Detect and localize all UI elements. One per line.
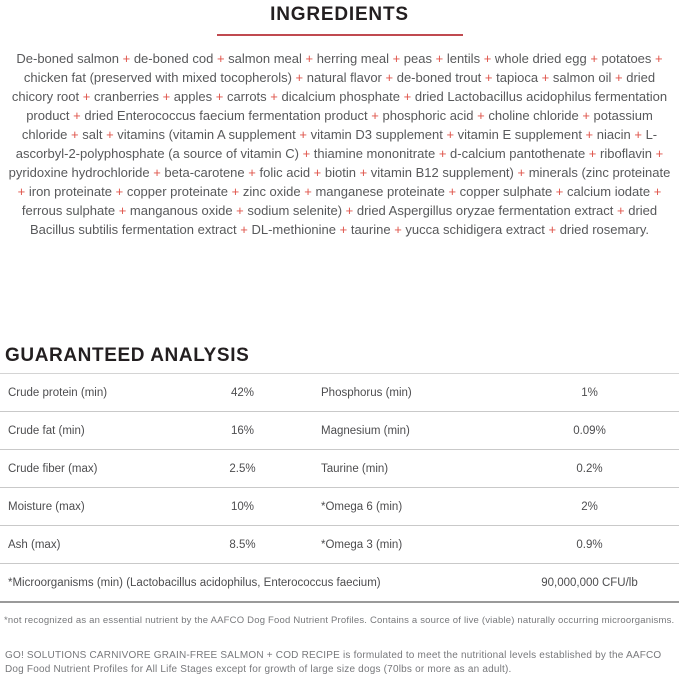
analysis-row <box>0 412 679 450</box>
aafco-statement: GO! SOLUTIONS CARNIVORE GRAIN-FREE SALMON + COD RECIPE is formulated to meet the nutritional levels established by the AAFCO Dog Food Nutrient Profiles for All Life Stages except for growth of large size dogs (70lbs or more as an adult). <box>5 650 662 675</box>
ingredient-item: copper proteinate <box>126 184 228 199</box>
title-underline-rule <box>217 34 463 36</box>
ingredient-item: carrots <box>226 89 267 104</box>
plus-separator: + <box>552 184 568 199</box>
ingredient-item: dried Lactobacillus acidophilus fermentation product <box>26 89 668 123</box>
plus-separator: + <box>102 127 118 142</box>
ingredient-item: iron proteinate <box>28 184 112 199</box>
nutrient-label: Phosphorus (min) <box>321 386 412 399</box>
plus-separator: + <box>301 51 317 66</box>
nutrient-label: *Microorganisms (min) (Lactobacillus acidophilus, Enterococcus faecium) <box>8 576 381 589</box>
plus-separator: + <box>388 51 404 66</box>
nutrient-value: 10% <box>230 500 255 513</box>
plus-separator: + <box>310 165 325 180</box>
nutrient-value: 0.2% <box>576 462 603 475</box>
plus-separator: + <box>228 184 243 199</box>
ingredient-item: taurine <box>350 222 391 237</box>
ingredient-item: choline chloride <box>488 108 579 123</box>
plus-separator: + <box>295 127 311 142</box>
ingredient-item: dried Bacillus subtilis fermentation extract <box>29 203 658 237</box>
nutrient-label: *Omega 6 (min) <box>321 500 403 513</box>
nutrient-value: 8.5% <box>229 538 256 551</box>
ingredient-item: riboflavin <box>600 146 653 161</box>
plus-separator: + <box>298 146 314 161</box>
ingredient-item: vitamins (vitamin A supplement <box>117 127 296 142</box>
analysis-row <box>0 374 679 412</box>
nutrient-value: 1% <box>581 386 598 399</box>
ingredient-item: de-boned trout <box>396 70 482 85</box>
ingredient-item: potassium chloride <box>21 108 653 142</box>
plus-separator: + <box>158 89 174 104</box>
ingredient-item: zinc oxide <box>242 184 301 199</box>
plus-separator: + <box>652 146 664 161</box>
ingredient-item: dried rosemary. <box>559 222 650 237</box>
nutrient-value: 42% <box>230 386 255 399</box>
plus-separator: + <box>69 108 85 123</box>
ingredient-item: L-ascorbyl-2-polyphosphate (a source of vitamin C) <box>15 127 658 161</box>
ingredient-item: de-boned cod <box>133 51 214 66</box>
nutrient-value: 0.9% <box>576 538 603 551</box>
ingredient-item: thiamine mononitrate <box>313 146 436 161</box>
ingredient-item: yucca schidigera extract <box>405 222 545 237</box>
ingredient-item: vitamin B12 supplement) <box>370 165 514 180</box>
ingredient-item: DL-methionine <box>251 222 336 237</box>
guaranteed-analysis-table <box>0 373 679 603</box>
ingredient-item: dried chicory root <box>11 70 656 104</box>
nutrient-label: *Omega 3 (min) <box>321 538 403 551</box>
ingredient-item: tapioca <box>496 70 539 85</box>
plus-separator: + <box>473 108 489 123</box>
ingredient-item: herring meal <box>316 51 389 66</box>
ingredient-item: dicalcium phosphate <box>281 89 401 104</box>
ingredient-item: De-boned salmon <box>16 51 119 66</box>
plus-separator: + <box>651 51 663 66</box>
nutrient-label: Magnesium (min) <box>321 424 410 437</box>
ingredient-item: lentils <box>446 51 481 66</box>
plus-separator: + <box>266 89 282 104</box>
plus-separator: + <box>236 222 252 237</box>
plus-separator: + <box>291 70 307 85</box>
ingredient-item: salmon oil <box>552 70 612 85</box>
plus-separator: + <box>244 165 260 180</box>
ingredient-item: vitamin E supplement <box>457 127 582 142</box>
analysis-row <box>0 526 679 564</box>
plus-separator: + <box>480 51 495 66</box>
plus-separator: + <box>149 165 165 180</box>
plus-separator: + <box>432 51 447 66</box>
plus-separator: + <box>630 127 646 142</box>
ingredient-item: biotin <box>324 165 356 180</box>
ingredient-item: chicken fat (preserved with mixed tocopherols) <box>23 70 292 85</box>
nutrient-value: 2.5% <box>229 462 256 475</box>
nutrient-label: Crude protein (min) <box>8 386 108 399</box>
ingredient-item: d-calcium pantothenate <box>450 146 586 161</box>
nutrient-value: 16% <box>230 424 255 437</box>
nutrient-label: Ash (max) <box>8 538 61 551</box>
ingredient-item: beta-carotene <box>164 165 245 180</box>
plus-separator: + <box>581 127 597 142</box>
ingredient-item: whole dried egg <box>494 51 587 66</box>
ingredient-item: dried Enterococcus faecium fermentation product <box>84 108 368 123</box>
ingredient-item: sodium selenite) <box>247 203 343 218</box>
footnote-microorganisms: *not recognized as an essential nutrient by the AAFCO Dog Food Nutrient Profiles. Contains a source of live (viable) naturally occurring microorganisms. <box>4 615 675 626</box>
ingredient-item: niacin <box>596 127 631 142</box>
plus-separator: + <box>586 51 602 66</box>
plus-separator: + <box>119 51 134 66</box>
plus-separator: + <box>232 203 248 218</box>
nutrient-value: 90,000,000 CFU/lb <box>541 576 638 589</box>
ingredients-title: INGREDIENTS <box>270 4 409 25</box>
ingredient-item: potatoes <box>601 51 652 66</box>
analysis-row <box>0 450 679 488</box>
plus-separator: + <box>212 89 227 104</box>
plus-separator: + <box>342 203 357 218</box>
ingredient-item: calcium iodate <box>567 184 651 199</box>
nutrient-value: 0.09% <box>573 424 606 437</box>
ingredient-item: manganese proteinate <box>315 184 445 199</box>
plus-separator: + <box>213 51 229 66</box>
nutrient-label: Crude fiber (max) <box>8 462 98 475</box>
plus-separator: + <box>67 127 83 142</box>
ingredient-item: salt <box>82 127 103 142</box>
ingredient-item: copper sulphate <box>459 184 553 199</box>
plus-separator: + <box>538 70 553 85</box>
nutrient-label: Taurine (min) <box>321 462 389 475</box>
plus-separator: + <box>578 108 594 123</box>
plus-separator: + <box>390 222 406 237</box>
plus-separator: + <box>336 222 351 237</box>
nutrient-value: 2% <box>581 500 598 513</box>
ingredient-item: salmon meal <box>228 51 302 66</box>
plus-separator: + <box>444 184 460 199</box>
plus-separator: + <box>442 127 458 142</box>
ingredient-item: apples <box>173 89 213 104</box>
plus-separator: + <box>481 70 497 85</box>
ingredient-item: manganous oxide <box>129 203 233 218</box>
nutrient-label: Crude fat (min) <box>8 424 85 437</box>
ingredient-item: dried Aspergillus oryzae fermentation extract <box>356 203 614 218</box>
plus-separator: + <box>17 184 29 199</box>
ingredient-item: cranberries <box>93 89 159 104</box>
guaranteed-analysis-title: GUARANTEED ANALYSIS <box>5 345 250 366</box>
ingredient-item: phosphoric acid <box>382 108 474 123</box>
plus-separator: + <box>115 203 130 218</box>
ingredients-paragraph <box>4 49 675 239</box>
plus-separator: + <box>613 203 629 218</box>
plus-separator: + <box>611 70 627 85</box>
ingredient-item: minerals (zinc proteinate <box>528 165 671 180</box>
plus-separator: + <box>381 70 397 85</box>
ingredient-item: folic acid <box>259 165 311 180</box>
plus-separator: + <box>79 89 94 104</box>
analysis-row <box>0 488 679 526</box>
plus-separator: + <box>111 184 127 199</box>
analysis-row-microorganisms <box>0 564 679 603</box>
plus-separator: + <box>367 108 383 123</box>
plus-separator: + <box>300 184 316 199</box>
plus-separator: + <box>355 165 371 180</box>
plus-separator: + <box>544 222 560 237</box>
plus-separator: + <box>650 184 662 199</box>
ingredient-item: peas <box>403 51 432 66</box>
ingredient-item: ferrous sulphate <box>21 203 116 218</box>
ingredient-item: pyridoxine hydrochloride <box>8 165 150 180</box>
plus-separator: + <box>400 89 415 104</box>
ingredient-item: natural flavor <box>306 70 382 85</box>
plus-separator: + <box>585 146 601 161</box>
ingredient-item: vitamin D3 supplement <box>310 127 443 142</box>
nutrient-label: Moisture (max) <box>8 500 85 513</box>
plus-separator: + <box>513 165 529 180</box>
plus-separator: + <box>435 146 451 161</box>
